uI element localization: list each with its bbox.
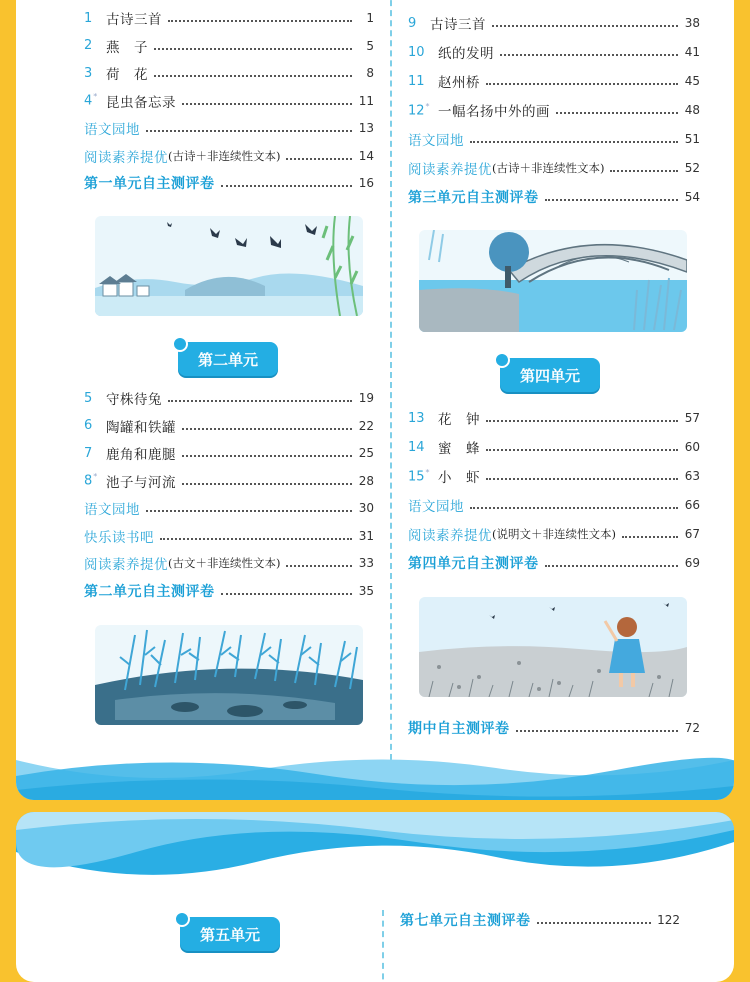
toc-entry[interactable]: [400, 910, 680, 930]
toc-entry-number: 7: [84, 445, 93, 461]
dot-leader: [470, 507, 678, 509]
girl-field-illustration: [419, 597, 687, 697]
dot-leader: [610, 170, 678, 172]
toc-entry-title: 阅读素养提优: [408, 528, 492, 544]
toc-entry[interactable]: [84, 498, 374, 518]
toc-entry-title: 第四单元自主测评卷: [408, 556, 539, 572]
toc-entry-title: 小 虾: [438, 470, 480, 486]
toc-entry-page: 14: [358, 148, 374, 163]
dot-leader: [160, 538, 352, 540]
toc-entry-page: 38: [684, 16, 700, 30]
toc-entry-page: 5: [366, 38, 374, 53]
toc-entry[interactable]: [408, 524, 700, 544]
dot-leader: [168, 400, 352, 402]
toc-entry-title: 阅读素养提优: [408, 162, 492, 178]
toc-entry[interactable]: [84, 388, 374, 408]
dot-leader: [154, 48, 352, 50]
toc-entry-number: 4*: [84, 92, 98, 109]
toc-entry[interactable]: [84, 553, 374, 573]
toc-entry-page: 72: [684, 721, 700, 735]
toc-page-top: [16, 0, 734, 800]
swallow-lake-illustration: [95, 216, 363, 316]
toc-entry[interactable]: [84, 526, 374, 546]
toc-entry-subtitle: (说明文＋非连续性文本): [492, 527, 616, 541]
toc-page-bottom: [16, 812, 734, 982]
toc-entry[interactable]: [84, 443, 374, 463]
toc-entry-title: 第三单元自主测评卷: [408, 190, 539, 206]
toc-entry-number: 10: [408, 44, 425, 60]
toc-entry-title: 一幅名扬中外的画: [438, 104, 550, 120]
toc-entry-title: 鹿角和鹿腿: [106, 447, 176, 463]
toc-entry-title: 阅读素养提优: [84, 557, 168, 573]
toc-entry-title: 语文园地: [408, 133, 464, 149]
toc-entry-title: 池子与河流: [106, 474, 176, 491]
toc-entry-number: 13: [408, 410, 425, 426]
dot-leader: [221, 185, 353, 187]
toc-entry-page: 19: [358, 391, 374, 405]
toc-entry[interactable]: [84, 118, 374, 138]
unit2-badge[interactable]: [178, 342, 278, 376]
toc-entry[interactable]: [84, 91, 374, 111]
optional-lesson-mark: *: [425, 467, 430, 477]
dot-leader: [470, 141, 678, 143]
dot-leader: [221, 593, 353, 595]
toc-entry-number: 3: [84, 65, 93, 81]
toc-entry[interactable]: [408, 718, 700, 738]
toc-entry[interactable]: [408, 42, 700, 62]
unit4-badge[interactable]: [500, 358, 600, 392]
dot-leader: [168, 20, 352, 22]
toc-entry[interactable]: [84, 581, 374, 601]
pond-reeds-illustration: [95, 625, 363, 725]
toc-entry-page: 31: [358, 528, 374, 543]
toc-entry-number: 14: [408, 439, 425, 455]
toc-entry[interactable]: [408, 466, 700, 486]
toc-entry[interactable]: [84, 63, 374, 83]
toc-entry-page: 30: [358, 501, 374, 515]
toc-entry-page: 28: [358, 473, 374, 488]
toc-entry[interactable]: [84, 471, 374, 491]
toc-entry-page: 52: [684, 161, 700, 175]
toc-entry-title: 阅读素养提优: [84, 149, 168, 166]
toc-entry[interactable]: [84, 146, 374, 166]
toc-entry-page: 66: [684, 498, 700, 512]
toc-entry-page: 63: [684, 469, 700, 483]
column-divider: [390, 0, 392, 770]
toc-entry-title: 古诗三首: [430, 17, 486, 33]
toc-entry-page: 33: [358, 556, 374, 570]
toc-entry-subtitle: (古诗＋非连续性文本): [492, 161, 605, 175]
toc-entry-page: 60: [684, 440, 700, 454]
toc-entry-title: 第七单元自主测评卷: [400, 913, 531, 929]
toc-entry[interactable]: [84, 8, 374, 28]
toc-entry-number: 5: [84, 390, 93, 406]
dot-leader: [146, 510, 352, 512]
toc-entry[interactable]: [84, 36, 374, 56]
toc-entry-number: 1: [84, 10, 93, 26]
unit4-title: 第四单元: [519, 366, 580, 385]
toc-entry[interactable]: [408, 187, 700, 207]
toc-entry-title: 期中自主测评卷: [408, 721, 510, 737]
dot-leader: [182, 483, 352, 485]
dot-leader: [500, 54, 678, 56]
toc-entry-page: 13: [358, 121, 374, 135]
unit5-badge[interactable]: [180, 917, 280, 951]
dot-leader: [146, 130, 352, 132]
toc-entry-title: 纸的发明: [438, 46, 494, 62]
toc-entry-page: 54: [684, 190, 700, 204]
dot-leader: [286, 565, 352, 567]
toc-entry-title: 花 钟: [438, 412, 480, 428]
dot-leader: [182, 455, 352, 457]
dot-leader: [516, 730, 679, 732]
toc-entry-subtitle: (古诗＋非连续性文本): [168, 148, 281, 163]
toc-entry-page: 69: [684, 556, 700, 570]
dot-leader: [486, 449, 678, 451]
toc-entry[interactable]: [408, 437, 700, 457]
toc-entry[interactable]: [408, 13, 700, 33]
toc-entry-page: 22: [358, 418, 374, 433]
toc-entry[interactable]: [408, 100, 700, 120]
column-divider-bottom: [382, 910, 384, 982]
toc-entry-page: 45: [684, 74, 700, 88]
optional-lesson-mark: *: [425, 101, 430, 111]
toc-entry-page: 57: [684, 411, 700, 425]
toc-entry-page: 35: [358, 583, 374, 598]
toc-entry-number: 12*: [408, 101, 430, 119]
toc-entry-title: 赵州桥: [438, 75, 480, 91]
toc-entry-number: 8*: [84, 472, 98, 489]
toc-entry-title: 昆虫备忘录: [106, 94, 176, 111]
toc-entry-page: 48: [684, 103, 700, 117]
dot-leader: [556, 112, 678, 114]
dot-leader: [154, 75, 352, 77]
toc-entry-title: 第一单元自主测评卷: [84, 176, 215, 192]
dot-leader: [622, 536, 678, 538]
toc-entry-page: 8: [366, 66, 374, 80]
toc-entry-number: 15*: [408, 467, 430, 485]
optional-lesson-mark: *: [93, 472, 98, 482]
toc-entry[interactable]: [84, 416, 374, 436]
toc-entry[interactable]: [408, 495, 700, 515]
toc-entry-subtitle: (古文＋非连续性文本): [168, 556, 281, 570]
toc-entry-page: 11: [358, 93, 374, 108]
toc-entry[interactable]: [408, 408, 700, 428]
toc-entry-title: 快乐读书吧: [84, 529, 154, 546]
dot-leader: [286, 158, 352, 160]
stone-bridge-illustration: [419, 230, 687, 332]
toc-entry-page: 16: [358, 176, 374, 190]
dot-leader: [537, 922, 652, 924]
toc-entry-title: 古诗三首: [106, 12, 162, 28]
wave-decoration-bottom: [16, 812, 734, 892]
toc-entry-title: 守株待兔: [106, 392, 162, 408]
toc-entry-page: 122: [657, 913, 680, 927]
toc-entry-title: 语文园地: [84, 502, 140, 518]
toc-entry-page: 1: [366, 11, 374, 25]
toc-entry-title: 燕 子: [106, 39, 148, 56]
toc-entry-number: 2: [84, 38, 93, 53]
toc-entry[interactable]: [408, 158, 700, 178]
toc-entry-page: 25: [358, 446, 374, 460]
toc-entry-title: 荷 花: [106, 67, 148, 83]
dot-leader: [492, 25, 678, 27]
toc-entry-title: 陶罐和铁罐: [106, 419, 176, 436]
unit2-title: 第二单元: [197, 350, 258, 369]
dot-leader: [545, 565, 679, 567]
toc-entry-title: 第二单元自主测评卷: [84, 583, 215, 600]
dot-leader: [545, 199, 679, 201]
dot-leader: [486, 478, 678, 480]
toc-entry-title: 蜜 蜂: [438, 441, 480, 457]
toc-entry-page: 51: [684, 132, 700, 146]
wave-decoration-top: [16, 740, 734, 800]
toc-entry-title: 语文园地: [408, 499, 464, 515]
toc-entry-title: 语文园地: [84, 122, 140, 138]
toc-entry[interactable]: [84, 173, 374, 193]
dot-leader: [486, 83, 678, 85]
toc-entry[interactable]: [408, 129, 700, 149]
toc-entry[interactable]: [408, 71, 700, 91]
dot-leader: [182, 103, 352, 105]
toc-entry-number: 6: [84, 418, 93, 433]
dot-leader: [182, 428, 352, 430]
unit5-title: 第五单元: [199, 925, 260, 944]
toc-entry[interactable]: [408, 553, 700, 573]
optional-lesson-mark: *: [93, 92, 98, 102]
toc-entry-number: 11: [408, 73, 425, 89]
toc-entry-page: 41: [684, 45, 700, 59]
dot-leader: [486, 420, 678, 422]
toc-entry-number: 9: [408, 15, 417, 31]
toc-entry-page: 67: [684, 527, 700, 541]
